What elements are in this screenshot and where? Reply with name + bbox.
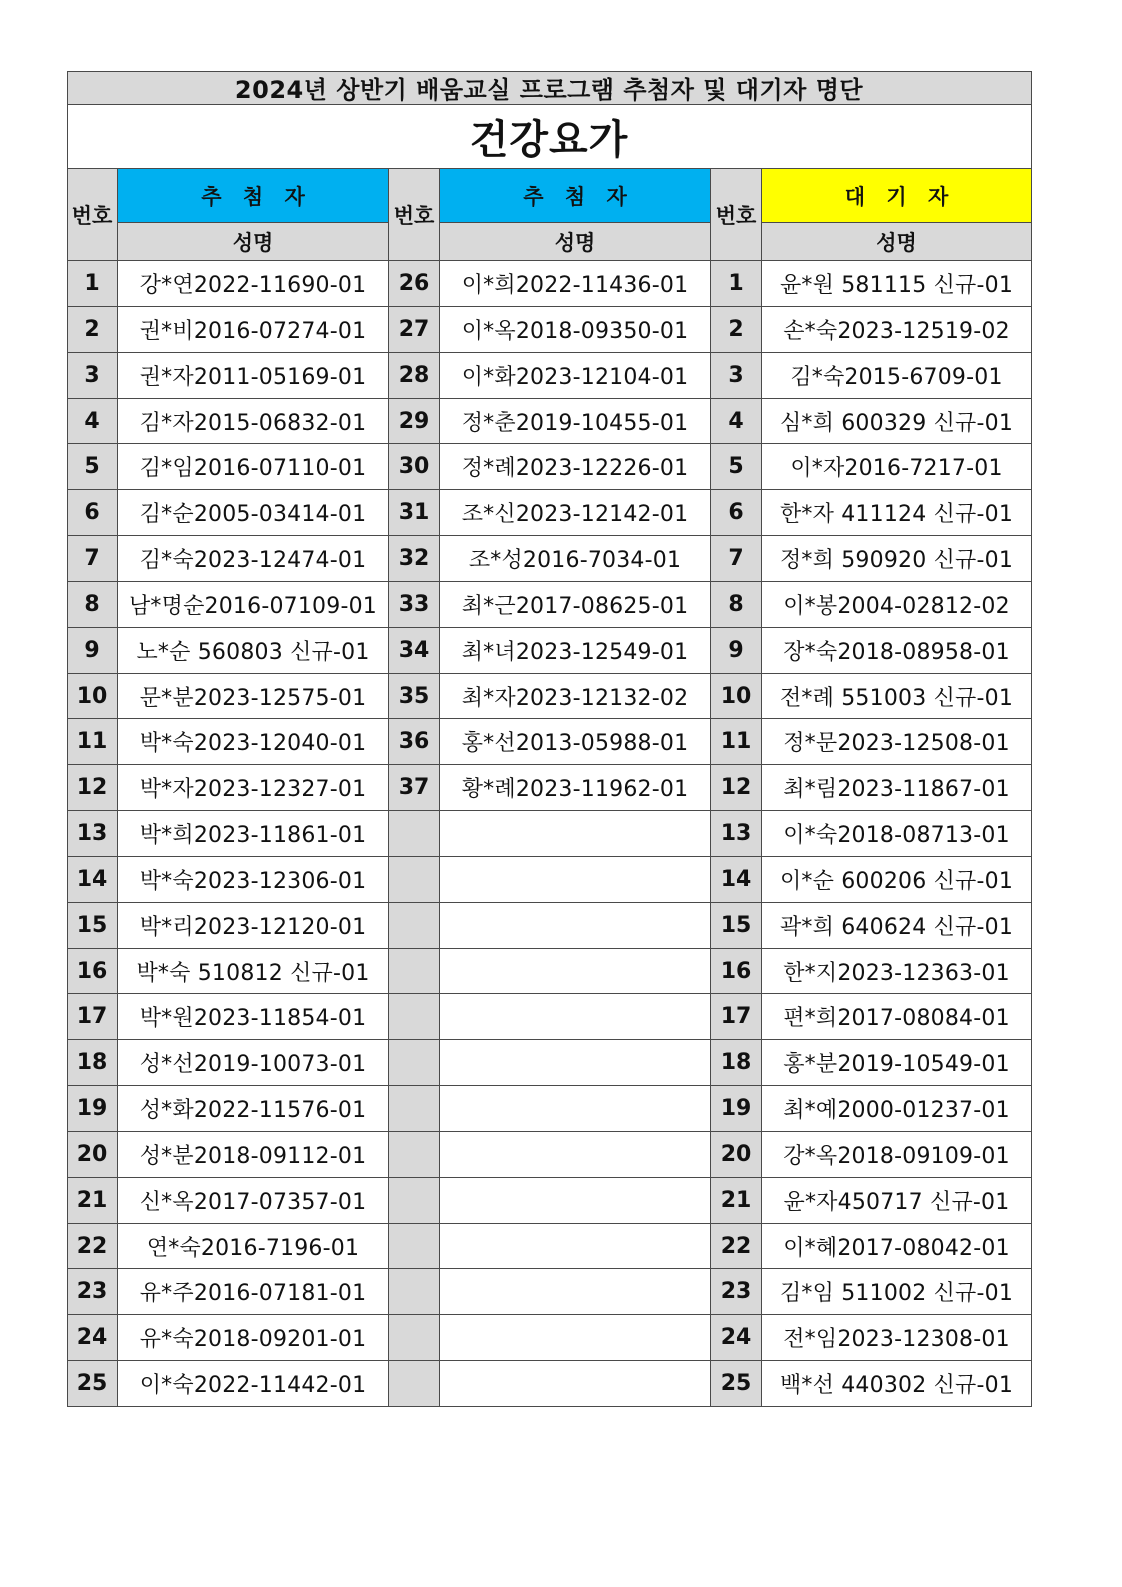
- row-name-winners-2: [440, 1315, 711, 1361]
- row-number-waitlist: 22: [711, 1224, 762, 1269]
- row-number-winners-1: 5: [67, 444, 118, 490]
- row-number-waitlist: 17: [711, 994, 762, 1040]
- row-number-winners-1: 25: [67, 1361, 118, 1407]
- row-name-winners-1: 유*주2016-07181-01: [118, 1269, 389, 1315]
- row-name-winners-2: 조*성2016-7034-01: [440, 536, 711, 582]
- row-name-winners-2: 정*례2023-12226-01: [440, 444, 711, 490]
- row-number-waitlist: 12: [711, 765, 762, 811]
- row-number-waitlist: 1: [711, 261, 762, 307]
- row-number-winners-1: 18: [67, 1040, 118, 1086]
- row-name-winners-1: 박*자2023-12327-01: [118, 765, 389, 811]
- row-number-winners-1: 22: [67, 1224, 118, 1269]
- row-number-winners-2: [389, 1269, 440, 1315]
- row-name-winners-1: 성*화2022-11576-01: [118, 1086, 389, 1132]
- row-name-waitlist: 이*숙2018-08713-01: [762, 811, 1032, 857]
- row-name-winners-2: [440, 949, 711, 994]
- row-name-winners-1: 연*숙2016-7196-01: [118, 1224, 389, 1269]
- row-name-winners-1: 성*분2018-09112-01: [118, 1132, 389, 1178]
- row-name-winners-1: 노*순 560803 신규-01: [118, 628, 389, 674]
- row-number-waitlist: 2: [711, 307, 762, 353]
- program-title: 건강요가: [67, 105, 1032, 169]
- row-number-waitlist: 14: [711, 857, 762, 903]
- row-name-winners-1: 유*숙2018-09201-01: [118, 1315, 389, 1361]
- row-name-waitlist: 최*림2023-11867-01: [762, 765, 1032, 811]
- row-name-waitlist: 홍*분2019-10549-01: [762, 1040, 1032, 1086]
- row-number-winners-1: 6: [67, 490, 118, 536]
- row-name-winners-2: 최*근2017-08625-01: [440, 582, 711, 628]
- row-number-waitlist: 20: [711, 1132, 762, 1178]
- row-number-waitlist: 23: [711, 1269, 762, 1315]
- row-name-winners-2: 최*녀2023-12549-01: [440, 628, 711, 674]
- row-number-winners-2: 27: [389, 307, 440, 353]
- row-name-winners-1: 박*리2023-12120-01: [118, 903, 389, 949]
- row-number-waitlist: 6: [711, 490, 762, 536]
- row-name-winners-2: [440, 1269, 711, 1315]
- row-number-winners-1: 24: [67, 1315, 118, 1361]
- row-number-waitlist: 7: [711, 536, 762, 582]
- row-name-waitlist: 전*임2023-12308-01: [762, 1315, 1032, 1361]
- row-number-winners-1: 3: [67, 353, 118, 399]
- row-name-waitlist: 정*문2023-12508-01: [762, 719, 1032, 765]
- row-name-winners-1: 박*숙2023-12040-01: [118, 719, 389, 765]
- row-number-winners-2: [389, 1361, 440, 1407]
- winners-header-2: 추 첨 자: [440, 169, 711, 223]
- row-number-waitlist: 13: [711, 811, 762, 857]
- name-header-waitlist: 성명: [762, 223, 1032, 261]
- row-number-waitlist: 18: [711, 1040, 762, 1086]
- row-name-waitlist: 이*순 600206 신규-01: [762, 857, 1032, 903]
- row-name-winners-1: 박*숙2023-12306-01: [118, 857, 389, 903]
- winners-header-1: 추 첨 자: [118, 169, 389, 223]
- row-name-winners-1: 신*옥2017-07357-01: [118, 1178, 389, 1224]
- row-name-winners-1: 박*희2023-11861-01: [118, 811, 389, 857]
- row-number-winners-1: 12: [67, 765, 118, 811]
- document-title: 2024년 상반기 배움교실 프로그램 추첨자 및 대기자 명단: [67, 71, 1032, 105]
- number-header-winners-1: 번호: [67, 169, 118, 261]
- row-name-winners-2: [440, 1361, 711, 1407]
- row-number-winners-2: 36: [389, 719, 440, 765]
- row-number-winners-2: [389, 1178, 440, 1224]
- row-name-waitlist: 심*희 600329 신규-01: [762, 399, 1032, 444]
- row-number-waitlist: 11: [711, 719, 762, 765]
- row-name-winners-1: 김*임2016-07110-01: [118, 444, 389, 490]
- roster-table: [67, 71, 1032, 1407]
- row-name-winners-2: [440, 1132, 711, 1178]
- row-number-winners-2: 35: [389, 674, 440, 719]
- row-number-winners-1: 11: [67, 719, 118, 765]
- row-number-waitlist: 9: [711, 628, 762, 674]
- row-number-winners-2: 31: [389, 490, 440, 536]
- row-name-winners-2: [440, 1224, 711, 1269]
- row-number-winners-1: 10: [67, 674, 118, 719]
- row-number-winners-1: 2: [67, 307, 118, 353]
- row-number-winners-2: 37: [389, 765, 440, 811]
- row-name-waitlist: 강*옥2018-09109-01: [762, 1132, 1032, 1178]
- row-name-winners-2: [440, 994, 711, 1040]
- waitlist-header: 대 기 자: [762, 169, 1032, 223]
- row-number-winners-2: [389, 1040, 440, 1086]
- row-number-winners-2: 26: [389, 261, 440, 307]
- row-name-waitlist: 백*선 440302 신규-01: [762, 1361, 1032, 1407]
- row-number-winners-1: 14: [67, 857, 118, 903]
- row-name-winners-2: 이*옥2018-09350-01: [440, 307, 711, 353]
- row-name-waitlist: 전*례 551003 신규-01: [762, 674, 1032, 719]
- row-number-winners-2: 28: [389, 353, 440, 399]
- row-name-winners-2: [440, 1178, 711, 1224]
- row-number-winners-2: [389, 1315, 440, 1361]
- row-name-winners-1: 권*자2011-05169-01: [118, 353, 389, 399]
- row-number-winners-1: 4: [67, 399, 118, 444]
- row-name-winners-2: [440, 811, 711, 857]
- row-number-winners-1: 19: [67, 1086, 118, 1132]
- number-header-winners-2: 번호: [389, 169, 440, 261]
- name-header-winners-1: 성명: [118, 223, 389, 261]
- row-name-winners-1: 이*숙2022-11442-01: [118, 1361, 389, 1407]
- row-number-winners-2: [389, 903, 440, 949]
- row-number-winners-1: 17: [67, 994, 118, 1040]
- row-name-waitlist: 김*숙2015-6709-01: [762, 353, 1032, 399]
- row-name-waitlist: 편*희2017-08084-01: [762, 994, 1032, 1040]
- row-number-winners-1: 9: [67, 628, 118, 674]
- row-number-winners-1: 1: [67, 261, 118, 307]
- row-name-winners-1: 문*분2023-12575-01: [118, 674, 389, 719]
- row-number-winners-2: [389, 949, 440, 994]
- row-name-winners-1: 박*숙 510812 신규-01: [118, 949, 389, 994]
- row-name-winners-2: 조*신2023-12142-01: [440, 490, 711, 536]
- row-name-waitlist: 윤*자450717 신규-01: [762, 1178, 1032, 1224]
- row-number-waitlist: 3: [711, 353, 762, 399]
- row-number-winners-1: 13: [67, 811, 118, 857]
- row-number-winners-2: [389, 1132, 440, 1178]
- row-number-winners-2: 30: [389, 444, 440, 490]
- number-header-waitlist: 번호: [711, 169, 762, 261]
- row-number-waitlist: 8: [711, 582, 762, 628]
- row-number-winners-2: 29: [389, 399, 440, 444]
- row-name-winners-1: 권*비2016-07274-01: [118, 307, 389, 353]
- row-name-winners-1: 김*자2015-06832-01: [118, 399, 389, 444]
- row-number-winners-1: 21: [67, 1178, 118, 1224]
- row-name-winners-2: 최*자2023-12132-02: [440, 674, 711, 719]
- row-name-winners-1: 성*선2019-10073-01: [118, 1040, 389, 1086]
- row-name-winners-1: 남*명순2016-07109-01: [118, 582, 389, 628]
- row-name-winners-1: 박*원2023-11854-01: [118, 994, 389, 1040]
- row-name-waitlist: 장*숙2018-08958-01: [762, 628, 1032, 674]
- row-number-waitlist: 21: [711, 1178, 762, 1224]
- row-number-winners-2: [389, 857, 440, 903]
- row-number-winners-1: 8: [67, 582, 118, 628]
- row-name-waitlist: 손*숙2023-12519-02: [762, 307, 1032, 353]
- row-number-winners-1: 15: [67, 903, 118, 949]
- row-number-winners-2: [389, 811, 440, 857]
- row-name-waitlist: 한*자 411124 신규-01: [762, 490, 1032, 536]
- row-number-winners-1: 7: [67, 536, 118, 582]
- row-name-waitlist: 김*임 511002 신규-01: [762, 1269, 1032, 1315]
- row-number-winners-2: 32: [389, 536, 440, 582]
- row-name-winners-2: [440, 857, 711, 903]
- row-number-waitlist: 5: [711, 444, 762, 490]
- row-name-winners-2: 홍*선2013-05988-01: [440, 719, 711, 765]
- row-number-winners-2: [389, 994, 440, 1040]
- row-name-waitlist: 최*예2000-01237-01: [762, 1086, 1032, 1132]
- row-number-waitlist: 10: [711, 674, 762, 719]
- row-number-waitlist: 15: [711, 903, 762, 949]
- row-number-waitlist: 4: [711, 399, 762, 444]
- row-name-winners-1: 강*연2022-11690-01: [118, 261, 389, 307]
- row-number-waitlist: 24: [711, 1315, 762, 1361]
- row-name-winners-2: [440, 1086, 711, 1132]
- row-name-winners-2: [440, 1040, 711, 1086]
- row-name-winners-2: 이*화2023-12104-01: [440, 353, 711, 399]
- row-name-waitlist: 이*혜2017-08042-01: [762, 1224, 1032, 1269]
- row-number-winners-1: 20: [67, 1132, 118, 1178]
- row-number-winners-1: 16: [67, 949, 118, 994]
- row-name-waitlist: 곽*희 640624 신규-01: [762, 903, 1032, 949]
- row-number-winners-2: 33: [389, 582, 440, 628]
- row-number-winners-1: 23: [67, 1269, 118, 1315]
- row-name-winners-2: 이*희2022-11436-01: [440, 261, 711, 307]
- row-number-waitlist: 25: [711, 1361, 762, 1407]
- row-name-waitlist: 윤*원 581115 신규-01: [762, 261, 1032, 307]
- name-header-winners-2: 성명: [440, 223, 711, 261]
- row-number-waitlist: 16: [711, 949, 762, 994]
- row-name-waitlist: 이*봉2004-02812-02: [762, 582, 1032, 628]
- row-number-winners-2: [389, 1224, 440, 1269]
- row-name-waitlist: 이*자2016-7217-01: [762, 444, 1032, 490]
- row-name-waitlist: 정*희 590920 신규-01: [762, 536, 1032, 582]
- row-name-winners-2: [440, 903, 711, 949]
- row-name-winners-1: 김*숙2023-12474-01: [118, 536, 389, 582]
- row-name-winners-2: 황*례2023-11962-01: [440, 765, 711, 811]
- row-name-waitlist: 한*지2023-12363-01: [762, 949, 1032, 994]
- row-name-winners-2: 정*춘2019-10455-01: [440, 399, 711, 444]
- row-name-winners-1: 김*순2005-03414-01: [118, 490, 389, 536]
- row-number-waitlist: 19: [711, 1086, 762, 1132]
- row-number-winners-2: 34: [389, 628, 440, 674]
- row-number-winners-2: [389, 1086, 440, 1132]
